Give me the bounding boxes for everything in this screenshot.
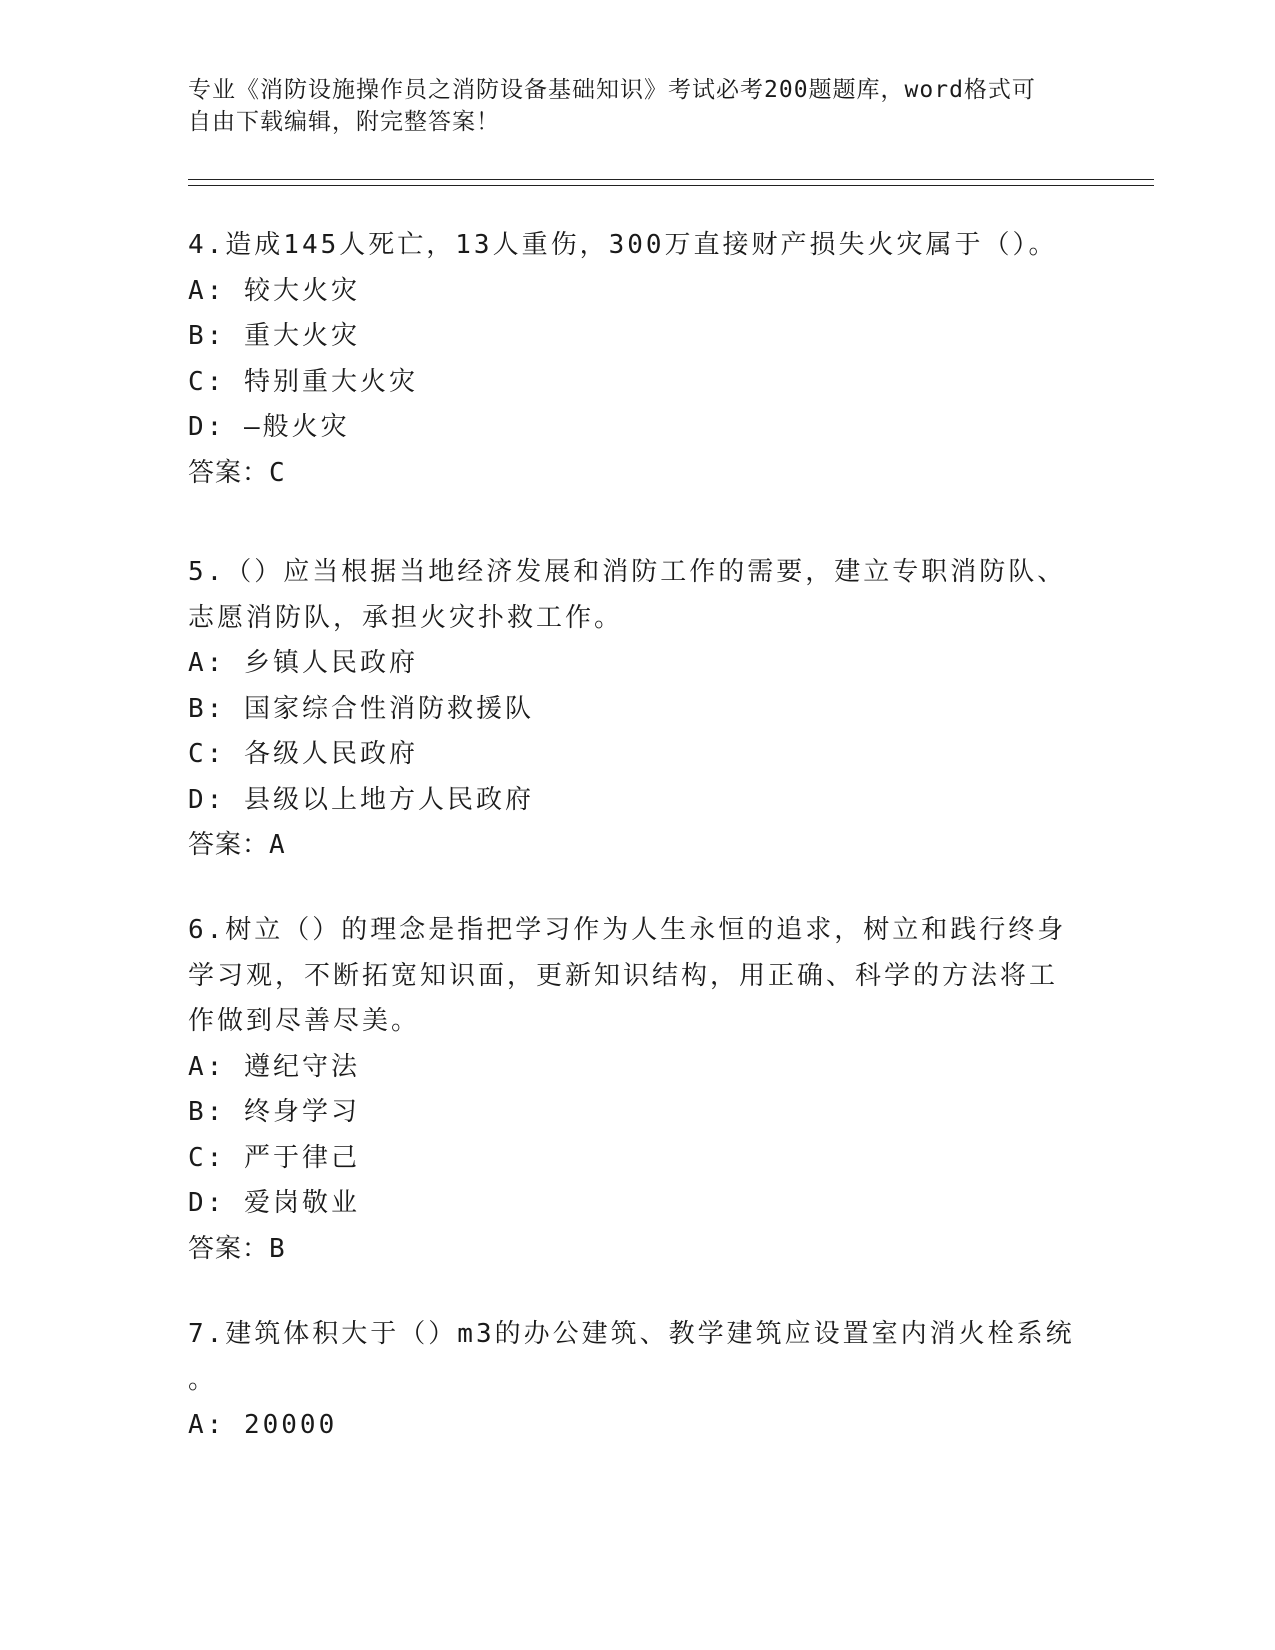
header-line-1: 专业《消防设施操作员之消防设备基础知识》考试必考200题题库，word格式可 xyxy=(188,77,1036,103)
question-stem-line: 。 xyxy=(188,1364,218,1395)
question-4 xyxy=(188,223,1088,496)
option-d: D: 爱岗敬业 xyxy=(188,1188,360,1218)
answer-value: B xyxy=(269,1233,286,1264)
answer-value: C xyxy=(269,457,286,488)
answer-label: 答案： xyxy=(188,1233,270,1264)
question-stem-line: 志愿消防队，承担火灾扑救工作。 xyxy=(188,602,624,633)
question-stem-line: 5.（）应当根据当地经济发展和消防工作的需要，建立专职消防队、 xyxy=(188,557,1067,587)
answer-label: 答案： xyxy=(188,830,270,860)
question-stem-line: 7.建筑体积大于（）m3的办公建筑、教学建筑应设置室内消火栓系统 xyxy=(188,1319,1075,1349)
header-line-2: 自由下载编辑，附完整答案！ xyxy=(188,109,500,135)
header-divider-bottom xyxy=(188,185,1154,186)
answer-value: A xyxy=(269,830,286,860)
option-c: C: 严于律己 xyxy=(188,1142,360,1173)
option-d: D: 县级以上地方人民政府 xyxy=(188,784,534,815)
option-b: B: 重大火灾 xyxy=(188,321,360,351)
document-header xyxy=(188,74,1088,138)
option-b: B: 终身学习 xyxy=(188,1097,360,1127)
option-a: A: 乡镇人民政府 xyxy=(188,648,418,678)
answer-label: 答案： xyxy=(188,457,270,488)
option-a: A: 较大火灾 xyxy=(188,275,360,306)
question-stem-line: 作做到尽善尽美。 xyxy=(188,1006,421,1036)
option-a: A: 遵纪守法 xyxy=(188,1051,360,1082)
option-a: A: 20000 xyxy=(188,1410,338,1440)
answer-line xyxy=(188,1227,1088,1273)
answer-line xyxy=(188,451,1088,497)
question-stem-line: 学习观，不断拓宽知识面，更新知识结构，用正确、科学的方法将工 xyxy=(188,960,1059,991)
option-c: C: 特别重大火灾 xyxy=(188,366,418,397)
question-stem-line: 4.造成145人死亡，13人重伤，300万直接财产损失火灾属于（）。 xyxy=(188,230,1058,260)
option-c: C: 各级人民政府 xyxy=(188,739,418,769)
question-6 xyxy=(188,908,1088,1272)
header-divider-top xyxy=(188,179,1154,180)
question-5 xyxy=(188,550,1088,869)
option-b: B: 国家综合性消防救援队 xyxy=(188,693,534,724)
answer-line xyxy=(188,823,1088,869)
question-7 xyxy=(188,1312,1088,1449)
question-stem-line: 6.树立（）的理念是指把学习作为人生永恒的追求，树立和践行终身 xyxy=(188,915,1067,945)
option-d: D: —般火灾 xyxy=(188,412,350,442)
